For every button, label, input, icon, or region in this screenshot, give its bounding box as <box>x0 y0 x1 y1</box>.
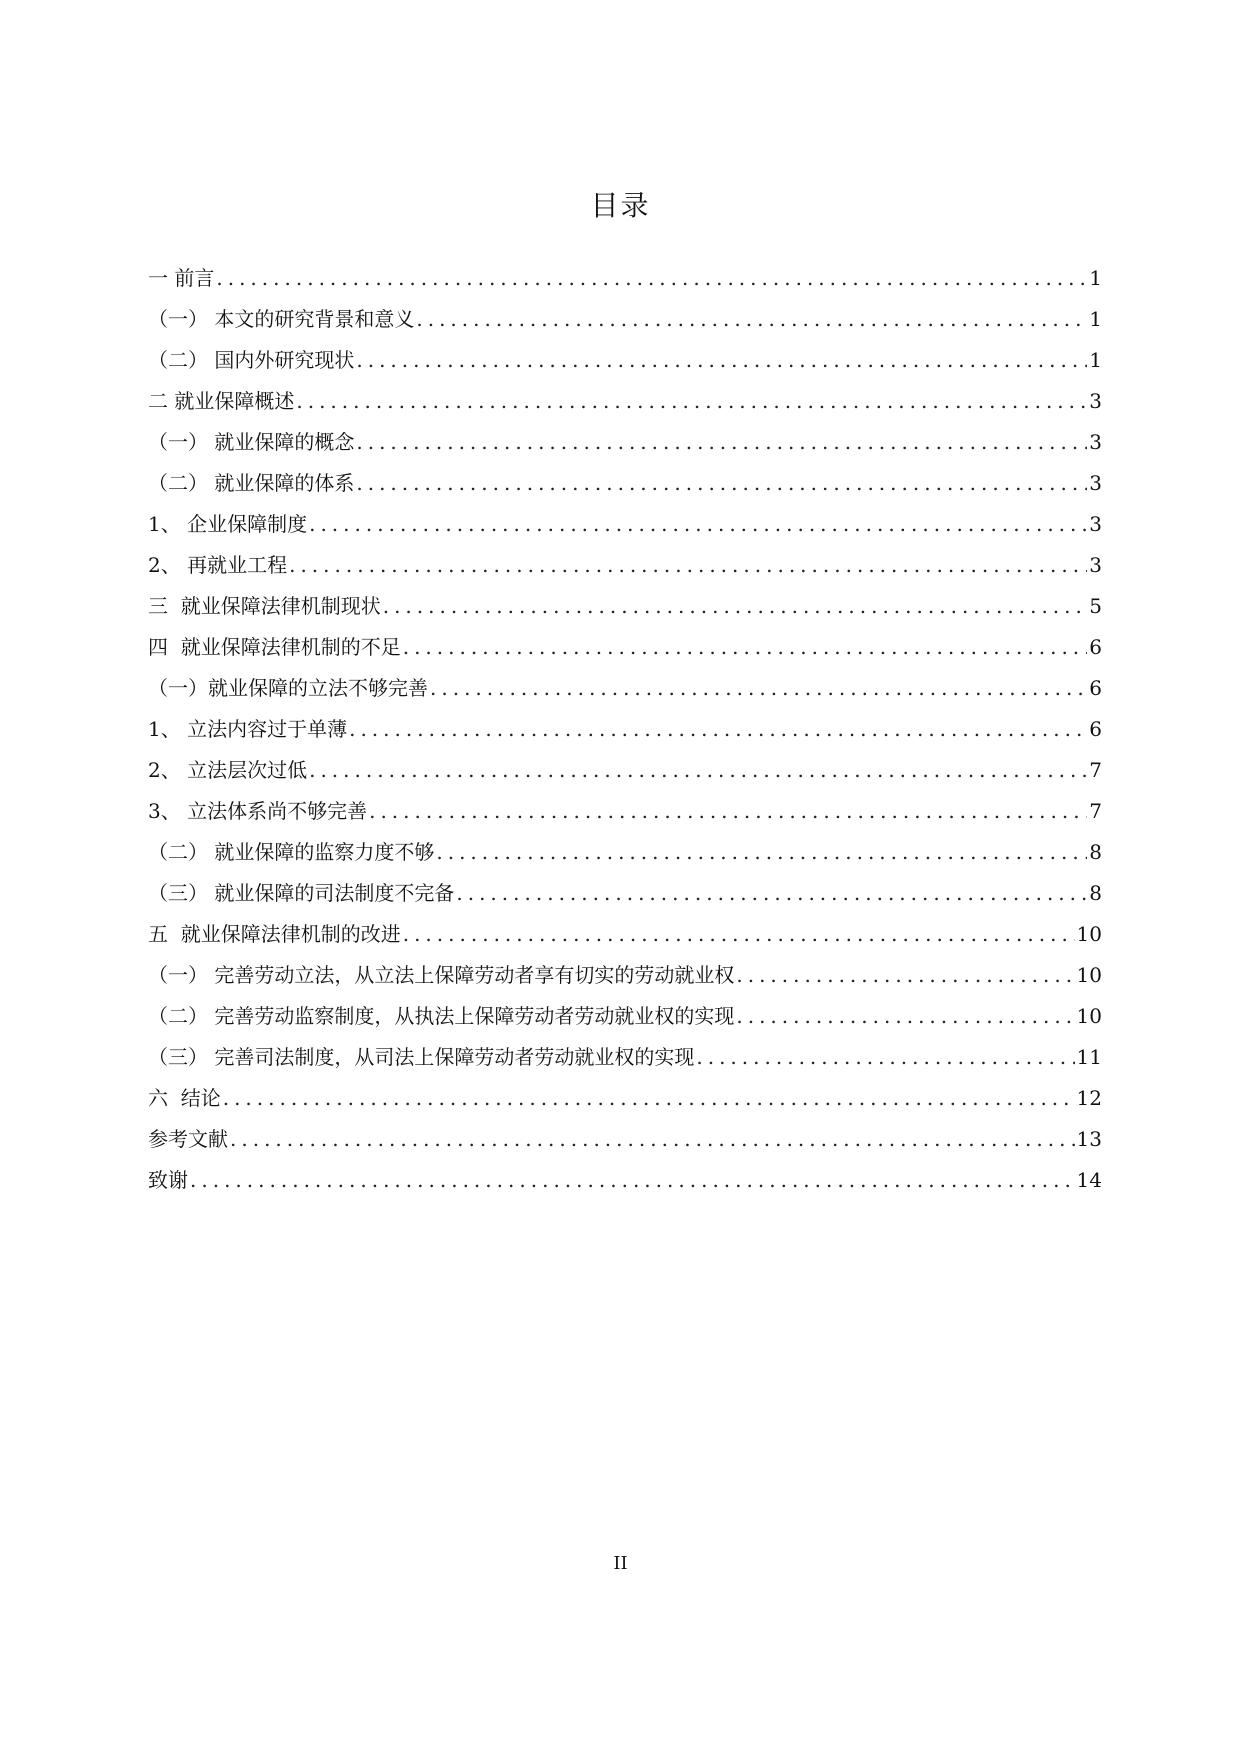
toc-leader-dots <box>356 463 1087 504</box>
toc-entry[interactable] <box>148 955 1102 996</box>
toc-entry[interactable] <box>148 381 1102 422</box>
toc-entry[interactable] <box>148 299 1102 340</box>
toc-entry[interactable] <box>148 791 1102 832</box>
toc-entry-label: （一）就业保障的立法不够完善 <box>148 676 428 700</box>
toc-entry-label: 致谢 <box>148 1168 188 1192</box>
toc-entry-page: 12 <box>1076 1086 1102 1110</box>
toc-entry-page: 11 <box>1076 1045 1102 1069</box>
toc-entry-label: 1、 企业保障制度 <box>148 512 308 536</box>
toc-leader-dots <box>190 1160 1075 1201</box>
toc-leader-dots <box>696 1037 1074 1078</box>
toc-leader-dots <box>736 996 1074 1037</box>
toc-entry-page: 8 <box>1089 840 1102 864</box>
toc-leader-dots <box>436 832 1087 873</box>
toc-entry-page: 7 <box>1089 799 1102 823</box>
toc-entry-page: 1 <box>1089 348 1102 372</box>
toc-entry-label: 1、 立法内容过于单薄 <box>148 717 348 741</box>
toc-leader-dots <box>216 258 1087 299</box>
toc-leader-dots <box>383 586 1088 627</box>
toc-entry-label: 3、 立法体系尚不够完善 <box>148 799 368 823</box>
toc-entry-label: （二） 就业保障的监察力度不够 <box>148 840 435 864</box>
toc-entry-page: 3 <box>1089 512 1102 536</box>
toc-entry-label: （一） 本文的研究背景和意义 <box>148 307 415 331</box>
toc-entry-label: （二） 完善劳动监察制度，从执法上保障劳动者劳动就业权的实现 <box>148 1004 735 1028</box>
toc-entry[interactable] <box>148 258 1102 299</box>
page-number: II <box>613 1553 628 1574</box>
toc-entry[interactable] <box>148 1078 1102 1119</box>
toc-entry[interactable] <box>148 996 1102 1037</box>
toc-entry-label: （一） 完善劳动立法，从立法上保障劳动者享有切实的劳动就业权 <box>148 963 735 987</box>
toc-entry-page: 14 <box>1076 1168 1102 1192</box>
toc-leader-dots <box>403 627 1088 668</box>
toc-leader-dots <box>309 504 1087 545</box>
toc-entry-label: 2、 再就业工程 <box>148 553 288 577</box>
toc-entry-page: 6 <box>1089 717 1102 741</box>
toc-leader-dots <box>309 750 1087 791</box>
toc-entry[interactable] <box>148 914 1102 955</box>
toc-entry-label: （二） 就业保障的体系 <box>148 471 355 495</box>
toc-entry-page: 8 <box>1089 881 1102 905</box>
toc-entry-page: 3 <box>1089 430 1102 454</box>
toc-leader-dots <box>456 873 1087 914</box>
toc-entry-page: 3 <box>1089 553 1102 577</box>
toc-entry-page: 6 <box>1089 676 1102 700</box>
toc-entry-page: 10 <box>1076 922 1102 946</box>
toc-entry[interactable] <box>148 586 1102 627</box>
toc-leader-dots <box>430 668 1087 709</box>
toc-leader-dots <box>289 545 1087 586</box>
toc-leader-dots <box>230 1119 1075 1160</box>
toc-leader-dots <box>403 914 1075 955</box>
toc-entry[interactable] <box>148 1160 1102 1201</box>
toc-entry-page: 1 <box>1089 266 1102 290</box>
toc-entry-page: 3 <box>1089 471 1102 495</box>
toc-entry[interactable] <box>148 1037 1102 1078</box>
toc-entry-label: （二） 国内外研究现状 <box>148 348 355 372</box>
toc-leader-dots <box>349 709 1087 750</box>
toc-entry-page: 1 <box>1089 307 1102 331</box>
toc-entry[interactable] <box>148 545 1102 586</box>
toc-entry-label: 三 就业保障法律机制现状 <box>148 594 381 618</box>
toc-entry-label: 四 就业保障法律机制的不足 <box>148 635 401 659</box>
toc-entry[interactable] <box>148 340 1102 381</box>
toc-entry-label: 参考文献 <box>148 1127 228 1151</box>
toc-entry-page: 7 <box>1089 758 1102 782</box>
toc-entry-label: （三） 完善司法制度，从司法上保障劳动者劳动就业权的实现 <box>148 1045 695 1069</box>
toc-entry[interactable] <box>148 627 1102 668</box>
toc-entry-page: 10 <box>1076 963 1102 987</box>
toc-entry-page: 5 <box>1089 594 1102 618</box>
toc-entry[interactable] <box>148 873 1102 914</box>
toc-entry-label: （三） 就业保障的司法制度不完备 <box>148 881 455 905</box>
toc-entry-label: 一 前言 <box>148 266 215 290</box>
page-title: 目录 <box>590 189 651 222</box>
toc-entry[interactable] <box>148 709 1102 750</box>
toc-entry-page: 13 <box>1076 1127 1102 1151</box>
toc-entry-label: 五 就业保障法律机制的改进 <box>148 922 401 946</box>
toc-entry[interactable] <box>148 463 1102 504</box>
toc-entry[interactable] <box>148 832 1102 873</box>
toc-entry[interactable] <box>148 750 1102 791</box>
toc-leader-dots <box>416 299 1087 340</box>
toc-entry[interactable] <box>148 422 1102 463</box>
toc-leader-dots <box>736 955 1074 996</box>
toc-leader-dots <box>356 422 1087 463</box>
toc-leader-dots <box>296 381 1087 422</box>
toc-entry-label: 二 就业保障概述 <box>148 389 295 413</box>
toc-leader-dots <box>369 791 1087 832</box>
table-of-contents <box>148 258 1102 1201</box>
toc-entry[interactable] <box>148 1119 1102 1160</box>
toc-entry-label: （一） 就业保障的概念 <box>148 430 355 454</box>
toc-leader-dots <box>223 1078 1075 1119</box>
toc-entry-label: 2、 立法层次过低 <box>148 758 308 782</box>
toc-entry-page: 3 <box>1089 389 1102 413</box>
toc-entry[interactable] <box>148 504 1102 545</box>
toc-entry-page: 10 <box>1076 1004 1102 1028</box>
toc-entry-label: 六 结论 <box>148 1086 221 1110</box>
toc-entry[interactable] <box>148 668 1102 709</box>
toc-leader-dots <box>356 340 1087 381</box>
toc-entry-page: 6 <box>1089 635 1102 659</box>
